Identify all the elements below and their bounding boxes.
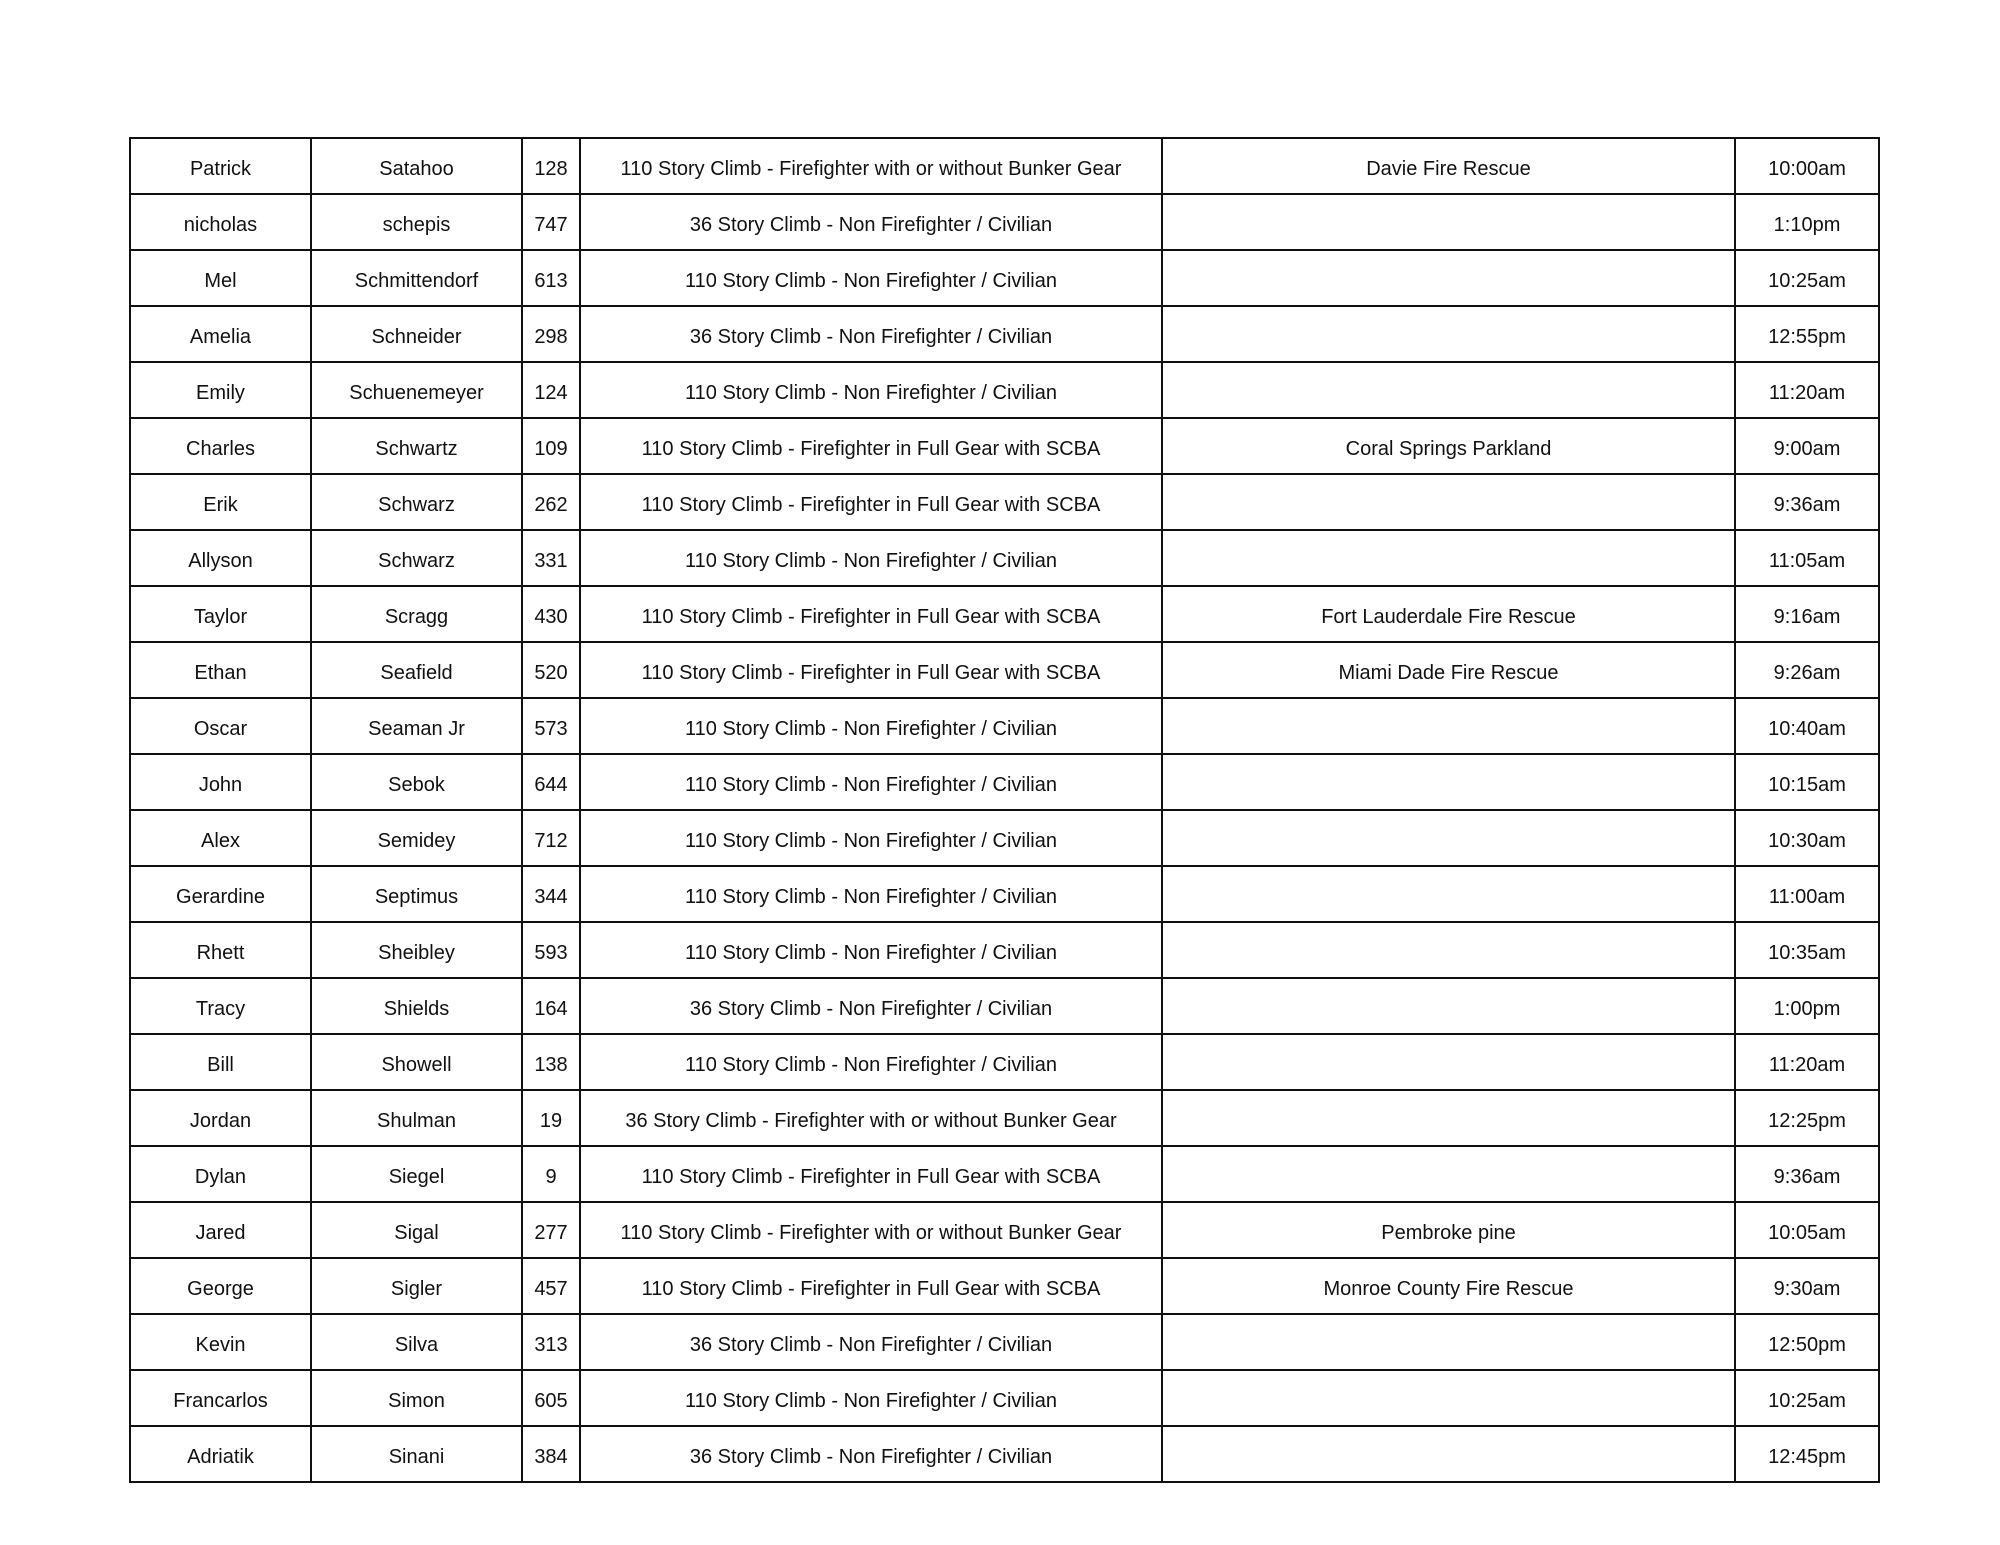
last-name-cell: Schwarz [311, 474, 522, 530]
table-row [130, 586, 1879, 642]
department-cell [1162, 1034, 1735, 1090]
start-time-cell: 11:20am [1735, 362, 1879, 418]
table-row [130, 810, 1879, 866]
event-cell: 110 Story Climb - Non Firefighter / Civilian [580, 530, 1162, 586]
bib-number-cell: 262 [522, 474, 580, 530]
roster-page [129, 137, 1878, 1483]
last-name-cell: Seafield [311, 642, 522, 698]
event-cell: 110 Story Climb - Non Firefighter / Civilian [580, 1034, 1162, 1090]
last-name-cell: Schneider [311, 306, 522, 362]
table-row [130, 1146, 1879, 1202]
bib-number-cell: 19 [522, 1090, 580, 1146]
bib-number-cell: 384 [522, 1426, 580, 1482]
start-time-cell: 10:00am [1735, 138, 1879, 194]
start-time-cell: 10:15am [1735, 754, 1879, 810]
bib-number-cell: 573 [522, 698, 580, 754]
department-cell [1162, 754, 1735, 810]
bib-number-cell: 712 [522, 810, 580, 866]
department-cell: Miami Dade Fire Rescue [1162, 642, 1735, 698]
first-name-cell: Dylan [130, 1146, 311, 1202]
start-time-cell: 9:26am [1735, 642, 1879, 698]
first-name-cell: Amelia [130, 306, 311, 362]
first-name-cell: Kevin [130, 1314, 311, 1370]
last-name-cell: Satahoo [311, 138, 522, 194]
department-cell: Coral Springs Parkland [1162, 418, 1735, 474]
department-cell [1162, 866, 1735, 922]
last-name-cell: schepis [311, 194, 522, 250]
department-cell [1162, 1090, 1735, 1146]
first-name-cell: Alex [130, 810, 311, 866]
start-time-cell: 12:55pm [1735, 306, 1879, 362]
last-name-cell: Sebok [311, 754, 522, 810]
event-cell: 110 Story Climb - Non Firefighter / Civilian [580, 362, 1162, 418]
last-name-cell: Schwartz [311, 418, 522, 474]
event-cell: 36 Story Climb - Non Firefighter / Civilian [580, 1426, 1162, 1482]
first-name-cell: Jordan [130, 1090, 311, 1146]
event-cell: 36 Story Climb - Non Firefighter / Civilian [580, 978, 1162, 1034]
table-row [130, 698, 1879, 754]
last-name-cell: Sinani [311, 1426, 522, 1482]
start-time-cell: 9:16am [1735, 586, 1879, 642]
start-time-cell: 1:10pm [1735, 194, 1879, 250]
start-time-cell: 10:25am [1735, 250, 1879, 306]
last-name-cell: Septimus [311, 866, 522, 922]
start-time-cell: 12:50pm [1735, 1314, 1879, 1370]
event-cell: 110 Story Climb - Firefighter with or without Bunker Gear [580, 138, 1162, 194]
last-name-cell: Sigal [311, 1202, 522, 1258]
start-time-cell: 10:40am [1735, 698, 1879, 754]
department-cell [1162, 1370, 1735, 1426]
event-cell: 110 Story Climb - Non Firefighter / Civilian [580, 922, 1162, 978]
table-row [130, 754, 1879, 810]
start-time-cell: 12:25pm [1735, 1090, 1879, 1146]
table-row [130, 138, 1879, 194]
table-row [130, 418, 1879, 474]
first-name-cell: Oscar [130, 698, 311, 754]
bib-number-cell: 298 [522, 306, 580, 362]
first-name-cell: John [130, 754, 311, 810]
department-cell [1162, 1146, 1735, 1202]
table-row [130, 1202, 1879, 1258]
table-row [130, 362, 1879, 418]
start-time-cell: 9:30am [1735, 1258, 1879, 1314]
last-name-cell: Shulman [311, 1090, 522, 1146]
last-name-cell: Sheibley [311, 922, 522, 978]
last-name-cell: Seaman Jr [311, 698, 522, 754]
department-cell [1162, 922, 1735, 978]
last-name-cell: Scragg [311, 586, 522, 642]
bib-number-cell: 331 [522, 530, 580, 586]
start-time-cell: 9:00am [1735, 418, 1879, 474]
department-cell [1162, 978, 1735, 1034]
table-row [130, 1370, 1879, 1426]
first-name-cell: nicholas [130, 194, 311, 250]
first-name-cell: Francarlos [130, 1370, 311, 1426]
bib-number-cell: 109 [522, 418, 580, 474]
start-time-cell: 10:25am [1735, 1370, 1879, 1426]
table-row [130, 194, 1879, 250]
event-cell: 110 Story Climb - Non Firefighter / Civilian [580, 810, 1162, 866]
first-name-cell: Emily [130, 362, 311, 418]
last-name-cell: Schuenemeyer [311, 362, 522, 418]
start-time-cell: 12:45pm [1735, 1426, 1879, 1482]
event-cell: 110 Story Climb - Firefighter in Full Gear with SCBA [580, 642, 1162, 698]
start-time-cell: 9:36am [1735, 474, 1879, 530]
bib-number-cell: 313 [522, 1314, 580, 1370]
event-cell: 110 Story Climb - Firefighter in Full Gear with SCBA [580, 1146, 1162, 1202]
department-cell [1162, 194, 1735, 250]
department-cell [1162, 698, 1735, 754]
bib-number-cell: 457 [522, 1258, 580, 1314]
department-cell [1162, 1426, 1735, 1482]
bib-number-cell: 164 [522, 978, 580, 1034]
first-name-cell: Tracy [130, 978, 311, 1034]
start-time-cell: 11:20am [1735, 1034, 1879, 1090]
start-time-cell: 10:05am [1735, 1202, 1879, 1258]
last-name-cell: Simon [311, 1370, 522, 1426]
first-name-cell: Allyson [130, 530, 311, 586]
event-cell: 110 Story Climb - Firefighter with or without Bunker Gear [580, 1202, 1162, 1258]
last-name-cell: Schmittendorf [311, 250, 522, 306]
bib-number-cell: 128 [522, 138, 580, 194]
table-row [130, 1314, 1879, 1370]
table-row [130, 866, 1879, 922]
first-name-cell: Bill [130, 1034, 311, 1090]
event-cell: 36 Story Climb - Non Firefighter / Civilian [580, 1314, 1162, 1370]
last-name-cell: Showell [311, 1034, 522, 1090]
bib-number-cell: 344 [522, 866, 580, 922]
department-cell [1162, 1314, 1735, 1370]
start-time-cell: 10:35am [1735, 922, 1879, 978]
first-name-cell: Adriatik [130, 1426, 311, 1482]
event-cell: 110 Story Climb - Non Firefighter / Civilian [580, 1370, 1162, 1426]
first-name-cell: Jared [130, 1202, 311, 1258]
bib-number-cell: 613 [522, 250, 580, 306]
first-name-cell: Patrick [130, 138, 311, 194]
event-cell: 110 Story Climb - Firefighter in Full Gear with SCBA [580, 474, 1162, 530]
event-cell: 36 Story Climb - Non Firefighter / Civilian [580, 194, 1162, 250]
bib-number-cell: 277 [522, 1202, 580, 1258]
table-row [130, 1426, 1879, 1482]
table-row [130, 530, 1879, 586]
event-cell: 110 Story Climb - Non Firefighter / Civilian [580, 698, 1162, 754]
first-name-cell: Ethan [130, 642, 311, 698]
bib-number-cell: 747 [522, 194, 580, 250]
department-cell [1162, 306, 1735, 362]
last-name-cell: Silva [311, 1314, 522, 1370]
event-cell: 110 Story Climb - Firefighter in Full Gear with SCBA [580, 1258, 1162, 1314]
start-time-cell: 10:30am [1735, 810, 1879, 866]
start-time-cell: 11:00am [1735, 866, 1879, 922]
department-cell [1162, 362, 1735, 418]
first-name-cell: Charles [130, 418, 311, 474]
department-cell: Davie Fire Rescue [1162, 138, 1735, 194]
bib-number-cell: 644 [522, 754, 580, 810]
bib-number-cell: 124 [522, 362, 580, 418]
first-name-cell: Rhett [130, 922, 311, 978]
participant-table [129, 137, 1880, 1483]
event-cell: 110 Story Climb - Firefighter in Full Gear with SCBA [580, 418, 1162, 474]
first-name-cell: Mel [130, 250, 311, 306]
participant-table-body [130, 138, 1879, 1482]
start-time-cell: 1:00pm [1735, 978, 1879, 1034]
department-cell [1162, 250, 1735, 306]
department-cell: Monroe County Fire Rescue [1162, 1258, 1735, 1314]
department-cell: Fort Lauderdale Fire Rescue [1162, 586, 1735, 642]
event-cell: 110 Story Climb - Non Firefighter / Civilian [580, 754, 1162, 810]
bib-number-cell: 9 [522, 1146, 580, 1202]
table-row [130, 474, 1879, 530]
bib-number-cell: 605 [522, 1370, 580, 1426]
last-name-cell: Shields [311, 978, 522, 1034]
first-name-cell: Erik [130, 474, 311, 530]
bib-number-cell: 138 [522, 1034, 580, 1090]
first-name-cell: Taylor [130, 586, 311, 642]
table-row [130, 1090, 1879, 1146]
last-name-cell: Schwarz [311, 530, 522, 586]
last-name-cell: Siegel [311, 1146, 522, 1202]
event-cell: 110 Story Climb - Firefighter in Full Gear with SCBA [580, 586, 1162, 642]
table-row [130, 922, 1879, 978]
event-cell: 36 Story Climb - Non Firefighter / Civilian [580, 306, 1162, 362]
bib-number-cell: 430 [522, 586, 580, 642]
start-time-cell: 11:05am [1735, 530, 1879, 586]
table-row [130, 978, 1879, 1034]
table-row [130, 1034, 1879, 1090]
department-cell [1162, 810, 1735, 866]
table-row [130, 250, 1879, 306]
last-name-cell: Sigler [311, 1258, 522, 1314]
department-cell: Pembroke pine [1162, 1202, 1735, 1258]
last-name-cell: Semidey [311, 810, 522, 866]
first-name-cell: George [130, 1258, 311, 1314]
event-cell: 110 Story Climb - Non Firefighter / Civilian [580, 250, 1162, 306]
event-cell: 36 Story Climb - Firefighter with or without Bunker Gear [580, 1090, 1162, 1146]
event-cell: 110 Story Climb - Non Firefighter / Civilian [580, 866, 1162, 922]
start-time-cell: 9:36am [1735, 1146, 1879, 1202]
table-row [130, 642, 1879, 698]
department-cell [1162, 530, 1735, 586]
first-name-cell: Gerardine [130, 866, 311, 922]
table-row [130, 306, 1879, 362]
table-row [130, 1258, 1879, 1314]
bib-number-cell: 520 [522, 642, 580, 698]
department-cell [1162, 474, 1735, 530]
bib-number-cell: 593 [522, 922, 580, 978]
